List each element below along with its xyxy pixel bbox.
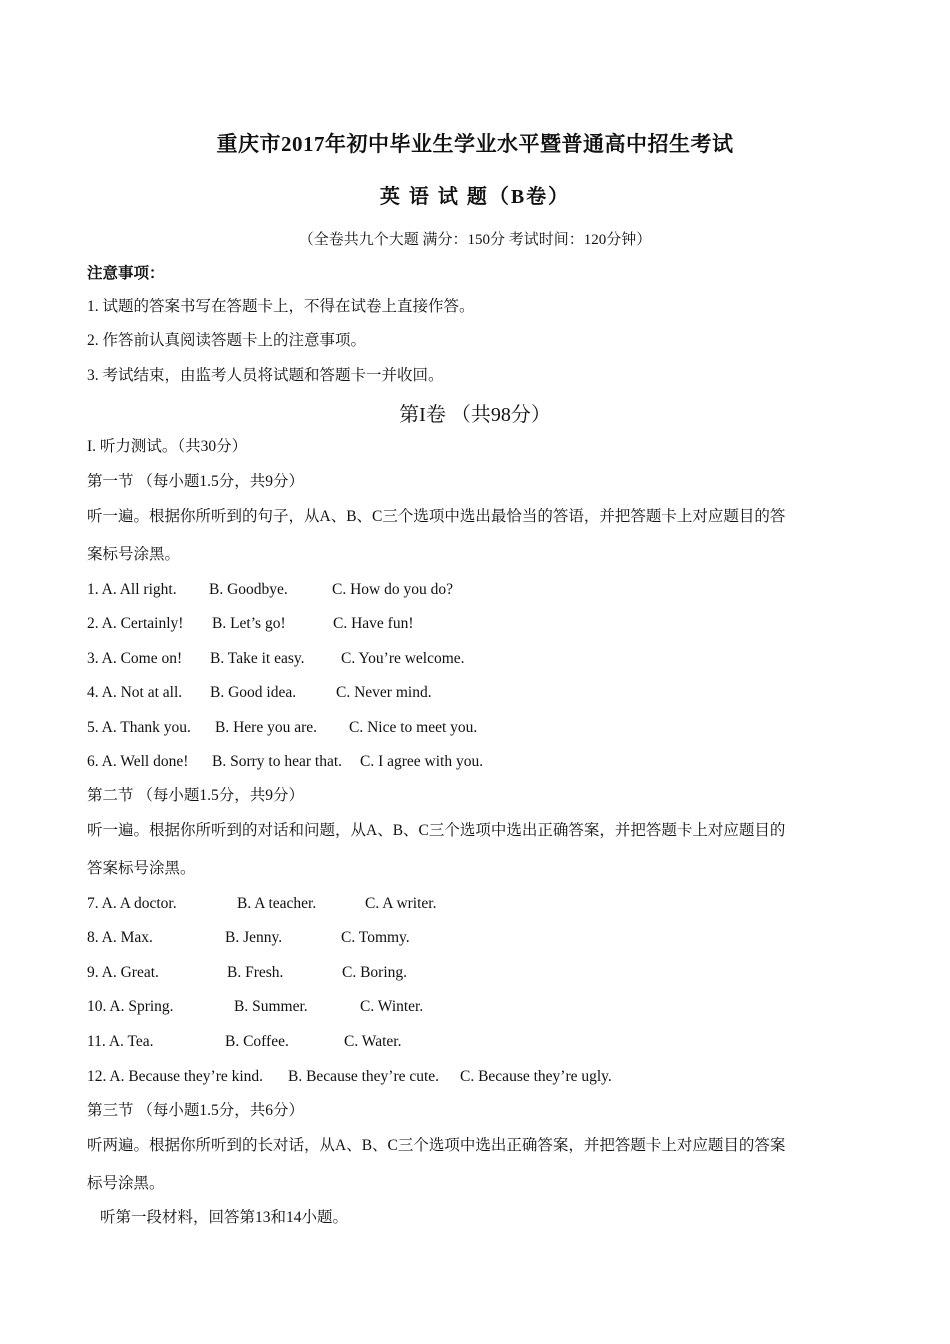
option-c: C. Because they’re ugly. xyxy=(460,1068,612,1085)
instruction-text: 听一遍。根据你所听到的对话和问题，从A、B、C三个选项中选出正确答案，并把答题卡上对应题目的 xyxy=(87,822,786,839)
option-b: B. Coffee. xyxy=(225,1033,289,1050)
exam-meta: （全卷共九个大题 满分：150分 考试时间：120分钟） xyxy=(298,232,652,248)
option-b: B. Summer. xyxy=(234,998,308,1015)
question-row xyxy=(87,752,483,772)
question-row xyxy=(87,1067,612,1087)
option-a: 8. A. Max. xyxy=(87,929,153,946)
option-c: C. Boring. xyxy=(342,964,408,981)
instruction-text: 听一遍。根据你所听到的句子，从A、B、C三个选项中选出最恰当的答语，并把答题卡上对应题目的答 xyxy=(87,508,786,525)
question-row xyxy=(87,963,407,983)
option-a: 7. A. A doctor. xyxy=(87,895,177,912)
question-row xyxy=(87,683,432,703)
exam-title: 重庆市2017年初中毕业生学业水平暨普通高中招生考试 xyxy=(216,132,734,156)
option-a: 3. A. Come on! xyxy=(87,650,183,667)
option-a: 9. A. Great. xyxy=(87,964,159,981)
note-item: 2. 作答前认真阅读答题卡上的注意事项。 xyxy=(87,332,367,349)
subsection-heading: 第一节 （每小题1.5分，共9分） xyxy=(87,473,305,490)
option-c: C. How do you do? xyxy=(332,581,453,598)
option-c: C. I agree with you. xyxy=(360,753,484,770)
option-a: 4. A. Not at all. xyxy=(87,684,183,701)
option-b: B. Fresh. xyxy=(227,964,284,981)
subsection-heading: 第三节 （每小题1.5分，共6分） xyxy=(87,1102,305,1119)
option-b: B. Let’s go! xyxy=(212,615,286,632)
option-c: C. Water. xyxy=(344,1033,402,1050)
option-c: C. You’re welcome. xyxy=(341,650,465,667)
option-b: B. Good idea. xyxy=(210,684,297,701)
note-item: 1. 试题的答案书写在答题卡上，不得在试卷上直接作答。 xyxy=(87,298,475,315)
note-item: 3. 考试结束，由监考人员将试题和答题卡一并收回。 xyxy=(87,367,444,384)
subsection-heading: 第二节 （每小题1.5分，共9分） xyxy=(87,787,305,804)
question-row xyxy=(87,894,436,914)
part-title: 第I卷 （共98分） xyxy=(399,404,551,426)
exam-subtitle: 英 语 试 题（B卷） xyxy=(379,186,571,208)
question-row xyxy=(87,997,423,1017)
question-row xyxy=(87,580,453,600)
instruction-text: 案标号涂黑。 xyxy=(87,546,181,563)
question-row xyxy=(87,928,410,948)
option-c: C. Have fun! xyxy=(333,615,414,632)
option-a: 1. A. All right. xyxy=(87,581,177,598)
section-heading: I. 听力测试。（共30分） xyxy=(87,438,248,455)
option-c: C. Winter. xyxy=(360,998,424,1015)
option-a: 10. A. Spring. xyxy=(87,998,174,1015)
option-a: 5. A. Thank you. xyxy=(87,719,191,736)
instruction-text: 答案标号涂黑。 xyxy=(87,860,196,877)
option-c: C. A writer. xyxy=(365,895,437,912)
option-b: B. Sorry to hear that. xyxy=(212,753,343,770)
option-a: 12. A. Because they’re kind. xyxy=(87,1068,264,1085)
instruction-text: 标号涂黑。 xyxy=(87,1175,165,1192)
option-b: B. A teacher. xyxy=(237,895,317,912)
material-prompt: 听第一段材料，回答第13和14小题。 xyxy=(100,1209,349,1226)
question-row xyxy=(87,1032,401,1052)
question-row xyxy=(87,718,477,738)
option-a: 2. A. Certainly! xyxy=(87,615,184,632)
instruction-text: 听两遍。根据你所听到的长对话，从A、B、C三个选项中选出正确答案，并把答题卡上对应题目的答案 xyxy=(87,1137,786,1154)
option-b: B. Because they’re cute. xyxy=(288,1068,440,1085)
option-b: B. Take it easy. xyxy=(210,650,305,667)
option-b: B. Jenny. xyxy=(225,929,283,946)
option-b: B. Goodbye. xyxy=(209,581,288,598)
option-a: 11. A. Tea. xyxy=(87,1033,154,1050)
question-row xyxy=(87,649,465,669)
question-row xyxy=(87,614,414,634)
option-a: 6. A. Well done! xyxy=(87,753,189,770)
option-c: C. Nice to meet you. xyxy=(349,719,478,736)
option-c: C. Tommy. xyxy=(341,929,410,946)
option-c: C. Never mind. xyxy=(336,684,432,701)
notes-heading: 注意事项： xyxy=(87,265,165,282)
option-b: B. Here you are. xyxy=(215,719,317,736)
